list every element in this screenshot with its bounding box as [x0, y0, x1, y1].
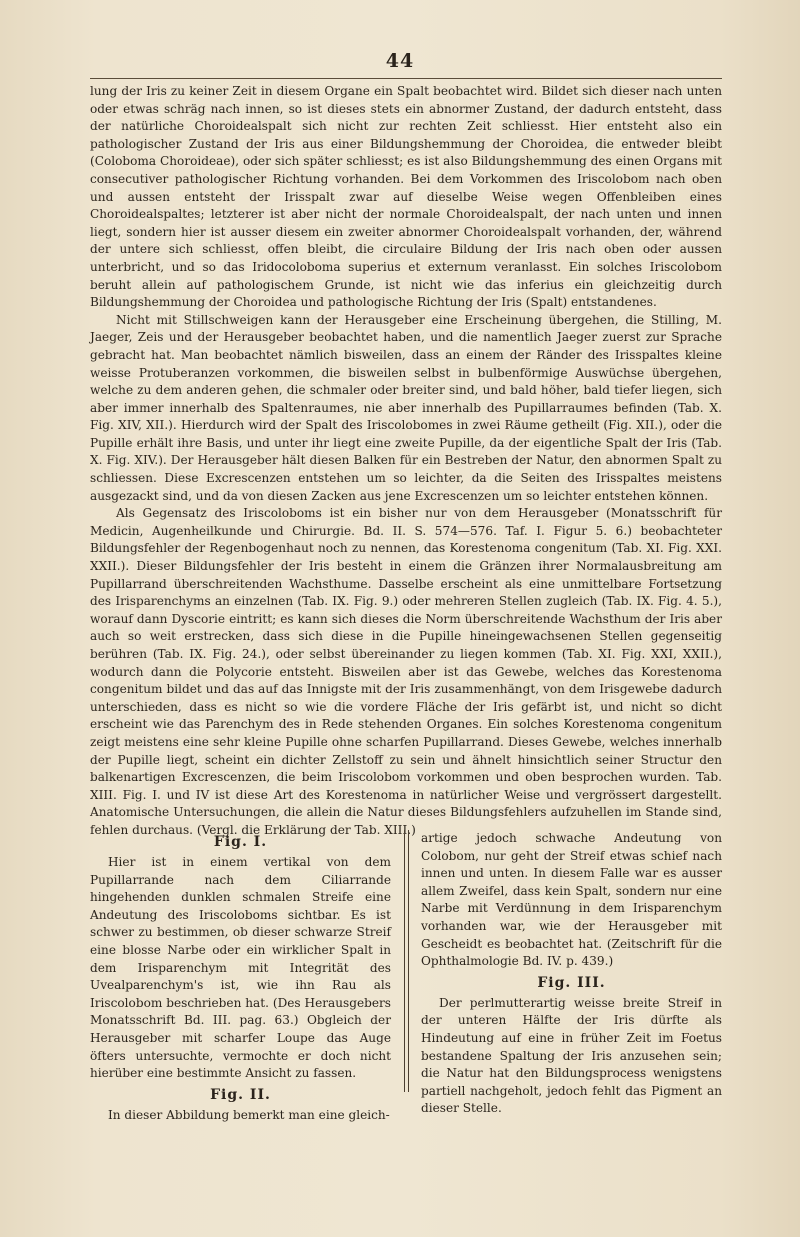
paragraph-1: lung der Iris zu keiner Zeit in diesem Organe ein Spalt beobachtet wird. Bildet sich dieser nach unten oder etwas schräg nach innen, so ist dieses stets ein abnormer Zustand, der dadurch entsteht, dass der natürliche Choroidealspalt sich nicht zur rechten Zeit schliesst. Hier entsteht also ein pathologischer Zustand der Iris aus einer Bildungshemmung der Choroidea, die entweder bleibt (Coloboma Choroideae), oder sich später schliesst; es ist also Bildungshemmung des einen Organs mit consecutiver pathologischer Richtung vorhanden. Bei dem Vorkommen des Iriscolobom nach oben und aussen entsteht der Irisspalt zwar auf dieselbe Weise wegen Offenbleiben eines Choroidealspaltes; letzterer ist aber nicht der normale Choroidealspalt, der nach unten und innen liegt, sondern hier ist ausser diesem ein zweiter abnormer Choroidealspalt vorhanden, der, während der untere sich schliesst, offen bleibt, die circulaire Bildung der Iris nach oben oder aussen unterbricht, und so das Iridocoloboma superius et externum veranlasst. Ein solches Iriscolobom beruht allein auf pathologischem Grunde, ist nicht wie das inferius ein gleichzeitig durch Bildungshemmung der Choroidea und pathologische Richtung der Iris (Spalt) entstandenes.: [90, 84, 722, 310]
page-number: 44: [385, 50, 415, 72]
left-column: [90, 830, 391, 1124]
figure-explanations: [90, 830, 722, 1122]
fig-2-text: In dieser Abbildung bemerkt man eine gleich-: [108, 1107, 390, 1122]
fig-1-text: Hier ist in einem vertikal von dem Pupillarrande nach dem Ciliarrande hingehenden dunklen schmalen Streife eine Andeutung des Iriscoloboms sichtbar. Es ist schwer zu bestimmen, ob dieser schwarze Streif eine blosse Narbe oder ein wirklicher Spalt in dem Irisparenchym mit Integrität des Uvealparenchym's ist, wie ihn Rau als Iriscolobom beschrieben hat. (Des Herausgebers Monatsschrift Bd. III. pag. 63.) Obgleich der Herausgeber mit scharfer Loupe das Auge öfters untersuchte, vermochte er doch nicht hierüber eine bestimmte Ansicht zu fassen.: [90, 855, 391, 1081]
paragraph-3: Als Gegensatz des Iriscoloboms ist ein bisher nur von dem Herausgeber (Monatsschrift für Medicin, Augenheilkunde und Chirurgie. Bd. II. S. 574—576. Taf. I. Figur 5. 6.) beobachteter Bildungsfehler der Regenbogenhaut noch zu nennen, das Korestenoma congenitum (Tab. XI. Fig. XXI. XXII.). Dieser Bildungsfehler der Iris besteht in einem die Gränzen ihrer Normalausbreitung am Pupillarrand überschreitenden Wachsthume. Dasselbe erscheint als eine unmittelbare Fortsetzung des Irisparenchyms an einzelnen (Tab. IX. Fig. 9.) oder mehreren Stellen zugleich (Tab. IX. Fig. 4. 5.), worauf dann Dyscorie eintritt; es kann sich dieses die Norm überschreitende Wachsthum der Iris aber auch so weit erstrecken, dass sich diese in die Pupille hineingewachsenen Stellen gegenseitig berühren (Tab. IX. Fig. 24.), oder selbst übereinander zu liegen kommen (Tab. XI. Fig. XXI, XXII.), wodurch dann die Polycorie entsteht. Bisweilen aber ist das Gewebe, welches das Korestenoma congenitum bildet und das auf das Innigste mit der Iris zusammenhängt, von dem Irisgewebe dadurch unterschieden, dass es nicht so wie die vordere Fläche der Iris gefärbt ist, und nicht so dicht erscheint wie das Parenchym des in Rede stehenden Organes. Ein solches Korestenoma congenitum zeigt meistens eine sehr kleine Pupille ohne scharfen Pupillarrand. Dieses Gewebe, welches innerhalb der Pupille liegt, scheint ein dichter Zellstoff zu sein und ähnelt hinsichtlich seiner Structur den balkenartigen Excrescenzen, die beim Iriscolobom vorkommen und oben besprochen wurden. Tab. XIII. Fig. I. und IV ist diese Art des Korestenoma in natürlicher Weise und vergrössert dargestellt. Anatomische Untersuchungen, die allein die Natur dieses Bildungsfehlers aufzuhellen im Stande sind, fehlen durchaus. (Vergl. die Erklärung der Tab. XIII.): [90, 506, 722, 837]
fig-2-continuation: artige jedoch schwache Andeutung von Colobom, nur geht der Streif etwas schief nach innen und unten. In diesem Falle war es ausser allem Zweifel, dass kein Spalt, sondern nur eine Narbe mit Verdünnung in dem Irisparenchym vorhanden war, wie der Herausgeber mit Gescheidt es beobachtet hat. (Zeitschrift für die Ophthalmologie Bd. IV. p. 439.): [421, 831, 722, 969]
fig-2-heading: Fig. II.: [210, 1086, 271, 1103]
fig-1-heading: Fig. I.: [213, 834, 268, 850]
fig-3-heading: Fig. III.: [537, 974, 606, 991]
paragraph-2: Nicht mit Stillschweigen kann der Herausgeber eine Erscheinung übergehen, die Stilling, M. Jaeger, Zeis und der Herausgeber beobachtet haben, und die namentlich Jaeger zuerst zur Sprache gebracht hat. Man beobachtet nämlich bisweilen, dass an einem der Ränder des Irisspaltes kleine weisse Protuberanzen vorkommen, die bisweilen selbst in bulbenförmige Auswüchse übergehen, welche zu dem anderen gehen, die schmaler oder breiter sind, und bald höher, bald tiefer liegen, sich aber immer innerhalb des Spaltenraumes, nie aber innerhalb des Pupillarraumes befinden (Tab. X. Fig. XIV, XII.). Hierdurch wird der Spalt des Iriscolobomes in zwei Räume getheilt (Fig. XII.), oder die Pupille erhält ihre Basis, und unter ihr liegt eine zweite Pupille, da der eigentliche Spalt der Iris (Tab. X. Fig. XIV.). Der Herausgeber hält diesen Balken für ein Bestreben der Natur, den abnormen Spalt zu schliessen. Diese Excrescenzen entstehen um so leichter, da die Seiten des Irisspaltes meistens ausgezackt sind, und da von diesen Zacken aus jene Excrescenzen um so leichter entstehen können.: [90, 312, 722, 503]
fig-3-text: Der perlmutterartig weisse breite Streif in der unteren Hälfte der Iris dürfte als Hindeutung auf eine in früher Zeit im Foetus bestandene Spaltung der Iris anzusehen sein; die Natur hat den Bildungsprocess wenigstens partiell nachgeholt, jedoch fehlt das Pigment an dieser Stelle.: [421, 995, 722, 1116]
header-rule: [90, 78, 722, 79]
column-divider: [404, 830, 409, 1092]
main-text: [90, 83, 722, 840]
right-column: [421, 830, 722, 1118]
